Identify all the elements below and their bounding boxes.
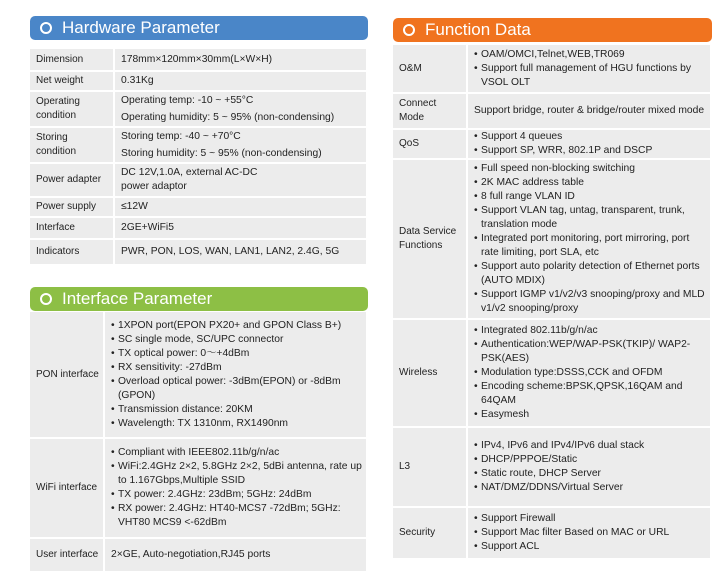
value-line: 0.31Kg <box>121 75 154 86</box>
function-table <box>393 45 712 560</box>
value-line: 178mm×120mm×30mm(L×W×H) <box>121 53 273 65</box>
row-label-text: Data Service <box>399 226 457 237</box>
row-label <box>30 312 104 438</box>
function-header <box>393 18 712 42</box>
row-value <box>467 93 711 129</box>
function-title: Function Data <box>425 20 531 39</box>
bullet-item: • 2K MAC address table <box>474 176 706 190</box>
row-value <box>467 159 711 319</box>
circle-bullet-icon <box>403 24 415 36</box>
row-label <box>393 129 467 159</box>
table-row <box>393 129 711 159</box>
row-label <box>393 427 467 507</box>
row-label-text: Storing condition <box>36 132 77 157</box>
row-label <box>30 438 104 538</box>
bullet-item: • 1XPON port(EPON PX20+ and GPON Class B+) <box>111 319 362 333</box>
row-label <box>30 217 114 239</box>
value-line: PWR, PON, LOS, WAN, LAN1, LAN2, 2.4G, 5G <box>121 246 340 257</box>
bullet-item: • Wavelength: TX 1310nm, RX1490nm <box>111 417 362 431</box>
value-line: Storing humidity: 5 ~ 95% (non-condensing) <box>121 148 322 159</box>
table-row <box>30 127 367 163</box>
bullet-item: • NAT/DMZ/DDNS/Virtual Server <box>474 481 706 495</box>
bullet-item: • TX power: 2.4GHz: 23dBm; 5GHz: 24dBm <box>111 488 362 502</box>
bullet-item: • RX sensitivity: -27dBm <box>111 361 362 375</box>
table-row <box>30 538 367 572</box>
bullet-item: • Overload optical power: -3dBm(EPON) or -8dBm (GPON) <box>111 375 362 403</box>
row-label <box>30 49 114 71</box>
row-value <box>467 427 711 507</box>
row-value <box>114 217 367 239</box>
bullet-item: • WiFi:2.4GHz 2×2, 5.8GHz 2×2, 5dBi antenna, rate up to 1.167Gbps,Multiple SSID <box>111 460 362 488</box>
row-label-text: O&M <box>399 62 422 74</box>
value-line: power adaptor <box>121 181 187 192</box>
row-label-text: Security <box>399 527 436 538</box>
row-value <box>104 312 367 438</box>
bullet-item: • SC single mode, SC/UPC connector <box>111 333 362 347</box>
value-line: Storing temp: -40 ~ +70°C <box>121 131 241 142</box>
table-row <box>393 93 711 129</box>
bullet-item: • Support ACL <box>474 540 706 554</box>
row-value <box>467 319 711 427</box>
bullet-item: • Support Firewall <box>474 512 706 526</box>
table-row <box>393 319 711 427</box>
row-label-text: condition <box>36 110 77 121</box>
table-row <box>30 438 367 538</box>
row-label <box>30 197 114 217</box>
interface-table <box>30 312 368 573</box>
table-row <box>30 91 367 127</box>
table-row <box>393 159 711 319</box>
value-line: Operating humidity: 5 ~ 95% (non-condensing) <box>121 112 335 123</box>
bullet-item: • RX power: 2.4GHz: HT40-MCS7 -72dBm; 5GHz: VHT80 MCS9 <-62dBm <box>111 502 362 530</box>
interface-header <box>30 287 368 311</box>
row-label <box>30 538 104 572</box>
table-row <box>30 197 367 217</box>
bullet-item: • Integrated port monitoring, port mirroring, port rate limiting, port SLA, etc <box>474 232 706 260</box>
row-label <box>393 45 467 93</box>
bullet-item: • Integrated 802.11b/g/n/ac <box>474 324 706 338</box>
value-line: Support bridge, router & bridge/router mixed mode <box>474 105 705 116</box>
row-label-text: User interface <box>36 549 99 560</box>
table-row <box>30 312 367 438</box>
row-value <box>104 538 367 572</box>
row-label <box>393 159 467 319</box>
row-value <box>114 71 367 91</box>
row-value <box>114 91 367 127</box>
bullet-item: • OAM/OMCI,Telnet,WEB,TR069 <box>474 48 706 62</box>
row-label-text: Functions <box>399 240 443 251</box>
row-label-text: Dimension <box>36 53 84 65</box>
row-label <box>393 93 467 129</box>
value-line: 2GE+WiFi5 <box>121 222 174 233</box>
row-label-text: Wireless <box>399 367 438 378</box>
table-row <box>30 239 367 265</box>
row-value <box>114 49 367 71</box>
row-label <box>30 71 114 91</box>
table-row <box>30 71 367 91</box>
bullet-item: • Encoding scheme:BPSK,QPSK,16QAM and 64QAM <box>474 380 706 408</box>
bullet-item: • Compliant with IEEE802.11b/g/n/ac <box>111 446 362 460</box>
bullet-item: • Support SP, WRR, 802.1P and DSCP <box>474 144 706 158</box>
row-label-text: Operating <box>36 96 80 107</box>
bullet-item: • Support 4 queues <box>474 130 706 144</box>
bullet-item: • TX optical power: 0～+4dBm <box>111 347 362 361</box>
value-line: 2×GE, Auto-negotiation,RJ45 ports <box>111 549 271 560</box>
bullet-item: • Transmission distance: 20KM <box>111 403 362 417</box>
bullet-item: • Support full management of HGU functions by VSOL OLT <box>474 62 706 90</box>
bullet-item: • Authentication:WEP/WAP-PSK(TKIP)/ WAP2-PSK(AES) <box>474 338 706 366</box>
table-row <box>30 49 367 71</box>
circle-bullet-icon <box>40 22 52 34</box>
table-row <box>393 45 711 93</box>
hardware-table <box>30 49 368 266</box>
row-label-text: Mode <box>399 112 425 123</box>
row-label <box>30 91 114 127</box>
bullet-item: • Support IGMP v1/v2/v3 snooping/proxy and MLD v1/v2 snooping/proxy <box>474 288 706 316</box>
bullet-item: • Support auto polarity detection of Ethernet ports (AUTO MDIX) <box>474 260 706 288</box>
row-label <box>30 127 114 163</box>
value-line: DC 12V,1.0A, external AC-DC <box>121 167 258 178</box>
row-label-text: WiFi interface <box>36 482 98 493</box>
row-label-text: Power adapter <box>36 174 102 185</box>
table-row <box>30 163 367 197</box>
value-line: Operating temp: -10 ~ +55°C <box>121 95 254 106</box>
row-value <box>467 507 711 559</box>
row-value <box>104 438 367 538</box>
row-label <box>393 319 467 427</box>
row-value <box>467 129 711 159</box>
hardware-title: Hardware Parameter <box>62 18 220 37</box>
row-value <box>114 127 367 163</box>
row-label-text: QoS <box>399 138 420 149</box>
bullet-item: • DHCP/PPPOE/Static <box>474 453 706 467</box>
row-label-text: Power supply <box>36 201 97 212</box>
circle-bullet-icon <box>40 293 52 305</box>
bullet-item: • Modulation type:DSSS,CCK and OFDM <box>474 366 706 380</box>
table-row <box>393 427 711 507</box>
row-label <box>30 163 114 197</box>
row-label <box>393 507 467 559</box>
interface-title: Interface Parameter <box>62 289 213 308</box>
row-label-text: Interface <box>36 222 75 233</box>
row-value <box>467 45 711 93</box>
row-value <box>114 163 367 197</box>
row-label-text: PON interface <box>36 368 99 380</box>
bullet-item: • Full speed non-blocking switching <box>474 162 706 176</box>
bullet-item: • Easymesh <box>474 408 706 422</box>
row-label-text: Connect <box>399 98 437 109</box>
bullet-item: • IPv4, IPv6 and IPv4/IPv6 dual stack <box>474 439 706 453</box>
hardware-header <box>30 16 368 40</box>
row-label-text: Net weight <box>36 75 84 86</box>
bullet-item: • Static route, DHCP Server <box>474 467 706 481</box>
table-row <box>30 217 367 239</box>
bullet-item: • 8 full range VLAN ID <box>474 190 706 204</box>
row-label <box>30 239 114 265</box>
row-value <box>114 197 367 217</box>
row-label-text: L3 <box>399 461 411 472</box>
bullet-item: • Support Mac filter Based on MAC or URL <box>474 526 706 540</box>
bullet-item: • Support VLAN tag, untag, transparent, trunk, translation mode <box>474 204 706 232</box>
row-label-text: Indicators <box>36 246 80 257</box>
value-line: ≤12W <box>121 201 148 212</box>
row-value <box>114 239 367 265</box>
table-row <box>393 507 711 559</box>
